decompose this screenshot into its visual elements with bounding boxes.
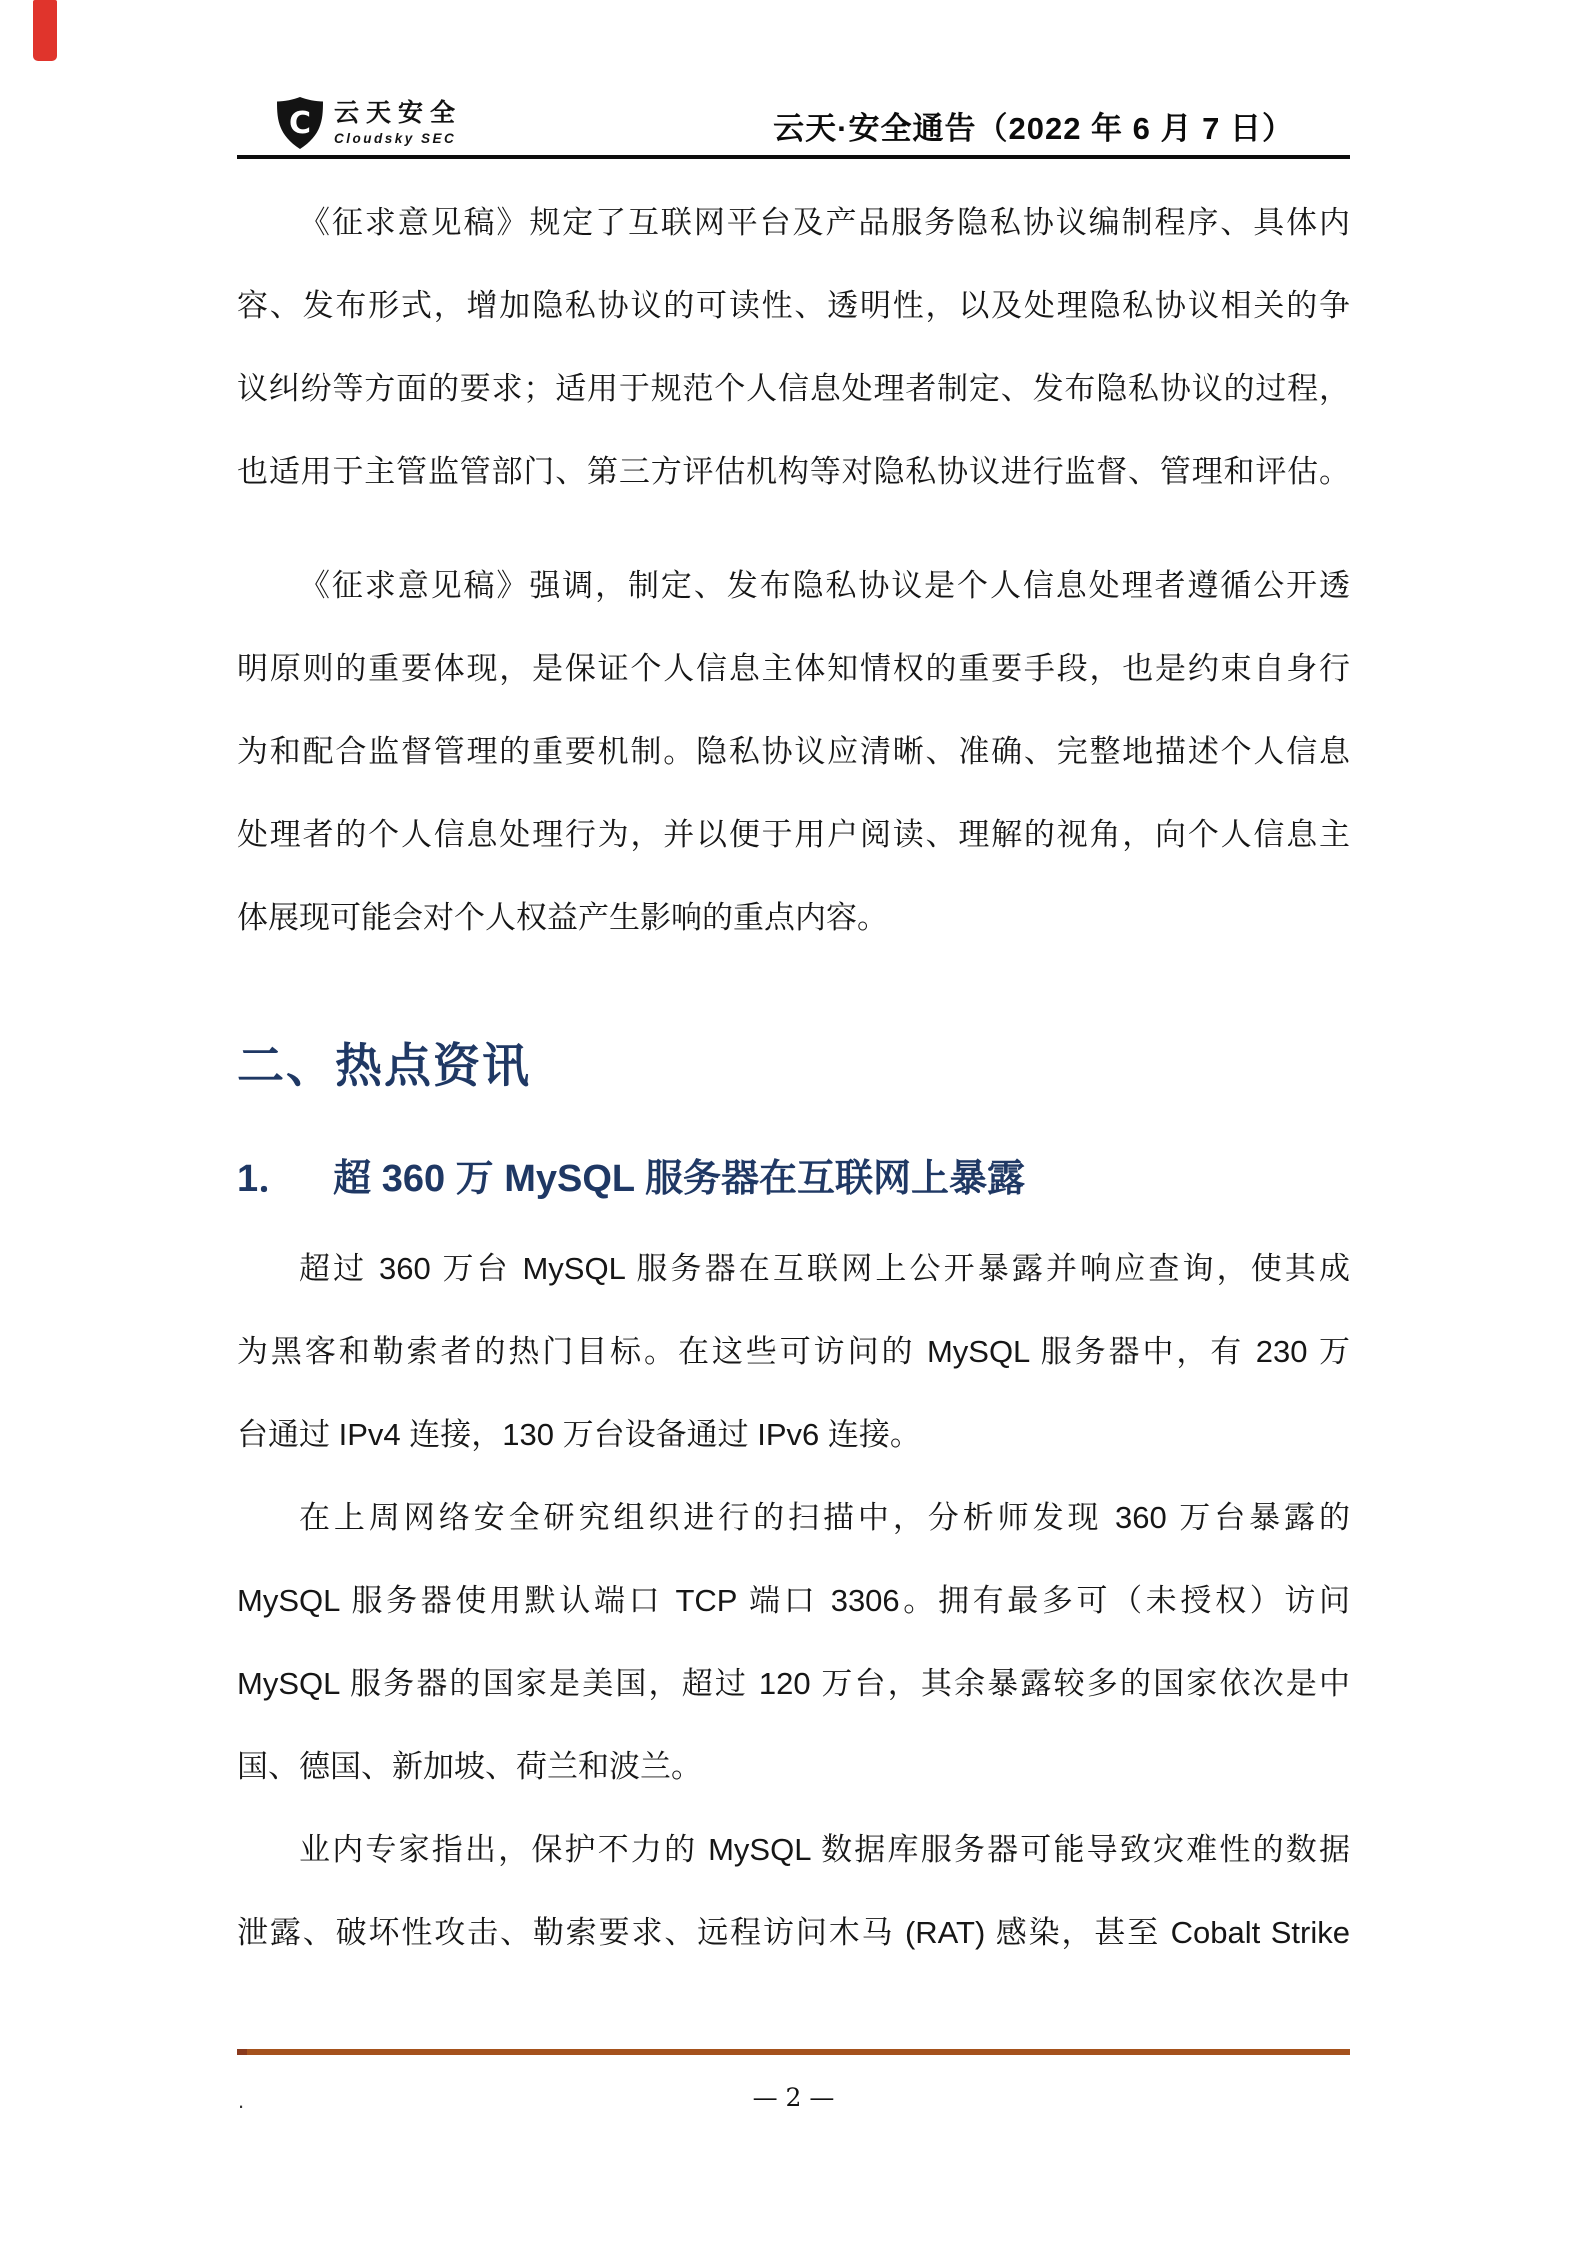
- text-line: 为和配合监督管理的重要机制。隐私协议应清晰、准确、完整地描述个人信息: [237, 734, 1350, 769]
- logo-text: [334, 98, 463, 146]
- text-line: 也适用于主管监管部门、第三方评估机构等对隐私协议进行监督、管理和评估。: [237, 454, 1350, 489]
- paragraph: [237, 181, 1350, 513]
- red-corner-tab: [33, 0, 57, 61]
- page-number: — 2 —: [752, 2083, 835, 2112]
- logo-name-cn: 云天安全: [334, 98, 463, 127]
- text-line: MySQL 服务器使用默认端口 TCP 端口 3306。拥有最多可（未授权）访问: [237, 1583, 1350, 1618]
- paragraph: [237, 1476, 1350, 1808]
- text-line: 《征求意见稿》强调，制定、发布隐私协议是个人信息处理者遵循公开透: [299, 568, 1350, 603]
- text-line: 泄露、破坏性攻击、勒索要求、远程访问木马 (RAT) 感染，甚至 Cobalt Strike: [237, 1915, 1350, 1950]
- text-line: 为黑客和勒索者的热门目标。在这些可访问的 MySQL 服务器中，有 230 万: [237, 1334, 1350, 1369]
- text-line: 国、德国、新加坡、荷兰和波兰。: [237, 1749, 702, 1784]
- footer-stray-dot: .: [238, 2088, 245, 2113]
- paragraph: [237, 544, 1350, 959]
- header-rule: [237, 155, 1350, 159]
- subsection-title: 超 360 万 MySQL 服务器在互联网上暴露: [333, 1158, 1025, 1200]
- news-block: [237, 1227, 1350, 1974]
- text-line: 业内专家指出，保护不力的 MySQL 数据库服务器可能导致灾难性的数据: [299, 1832, 1350, 1867]
- paragraph: [237, 1227, 1350, 1476]
- logo-name-en: Cloudsky SEC: [334, 130, 457, 146]
- text-line: 超过 360 万台 MySQL 服务器在互联网上公开暴露并响应查询，使其成: [299, 1251, 1350, 1286]
- document-title: 云天·安全通告（2022 年 6 月 7 日）: [773, 111, 1294, 146]
- text-line: 台通过 IPv4 连接，130 万台设备通过 IPv6 连接。: [237, 1417, 921, 1452]
- intro-block: [237, 181, 1350, 959]
- subsection-heading: [237, 1154, 1025, 1204]
- text-line: 明原则的重要体现，是保证个人信息主体知情权的重要手段，也是约束自身行: [237, 651, 1350, 686]
- text-line: 议纠纷等方面的要求；适用于规范个人信息处理者制定、发布隐私协议的过程，: [237, 371, 1350, 406]
- shield-c-logo-icon: [275, 96, 325, 150]
- text-line: MySQL 服务器的国家是美国，超过 120 万台，其余暴露较多的国家依次是中: [237, 1666, 1350, 1701]
- text-line: 容、发布形式，增加隐私协议的可读性、透明性，以及处理隐私协议相关的争: [237, 288, 1350, 323]
- text-line: 处理者的个人信息处理行为，并以便于用户阅读、理解的视角，向个人信息主: [237, 817, 1350, 852]
- section-heading: 二、热点资讯: [237, 1039, 531, 1092]
- subsection-number: 1．: [237, 1158, 297, 1200]
- company-logo: [275, 96, 462, 150]
- svg-text:C: C: [288, 106, 312, 141]
- paragraph: [237, 1808, 1350, 1974]
- footer-rule: [237, 2049, 1350, 2055]
- text-line: 《征求意见稿》规定了互联网平台及产品服务隐私协议编制程序、具体内: [299, 205, 1350, 240]
- text-line: 在上周网络安全研究组织进行的扫描中，分析师发现 360 万台暴露的: [299, 1500, 1350, 1535]
- text-line: 体展现可能会对个人权益产生影响的重点内容。: [237, 900, 888, 935]
